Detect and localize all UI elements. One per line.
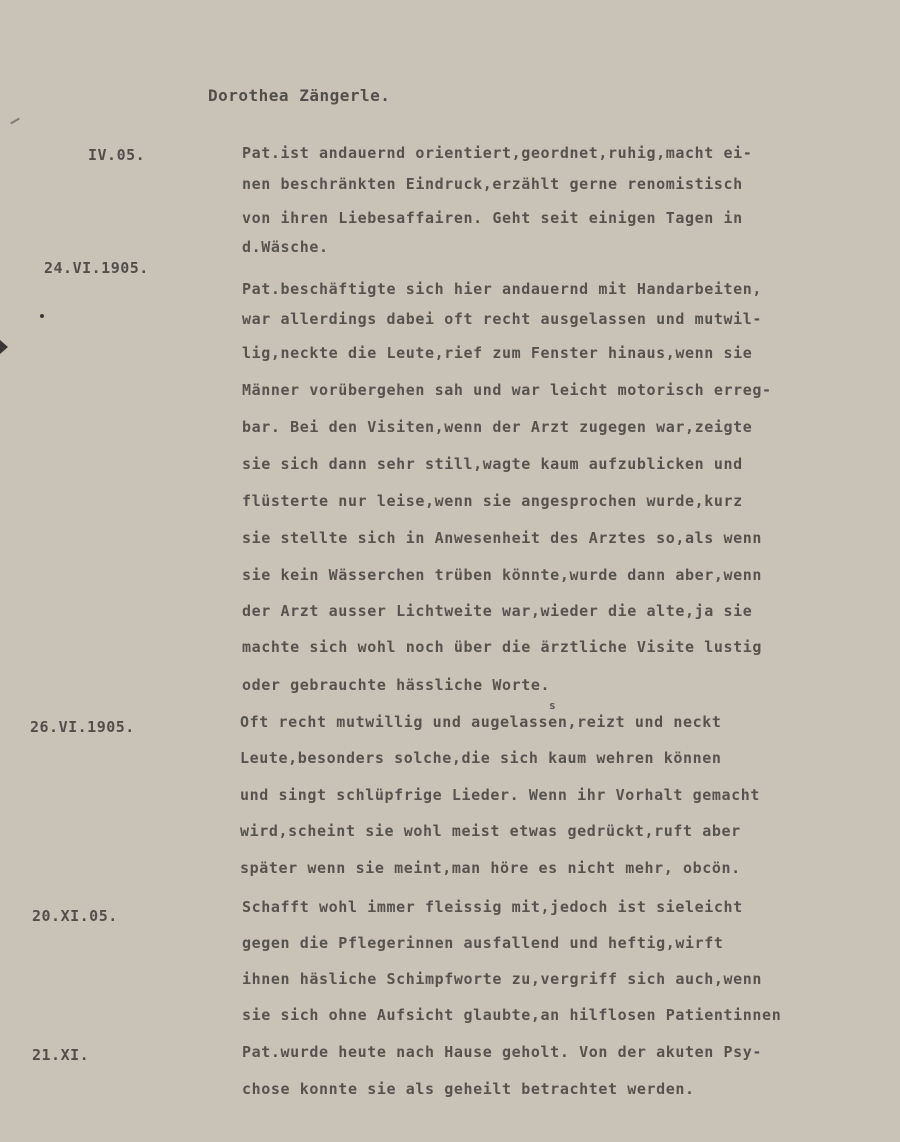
entry-line: gegen die Pflegerinnen ausfallend und heftig,wirft [242, 934, 724, 952]
entry-line: später wenn sie meint,man höre es nicht mehr, obcön. [240, 859, 741, 877]
entry-line: sie sich ohne Aufsicht glaubte,an hilflosen Patientinnen [242, 1006, 782, 1024]
patient-name-heading: Dorothea Zängerle. [208, 86, 391, 105]
entry-line: Männer vorübergehen sah und war leicht motorisch erreg- [242, 381, 772, 399]
entry-line: Leute,besonders solche,die sich kaum wehren können [240, 749, 722, 767]
entry-line: sie sich dann sehr still,wagte kaum aufzublicken und [242, 455, 743, 473]
entry-line: Oft recht mutwillig und augelassen,reizt und neckt [240, 713, 722, 731]
entry-line: chose konnte sie als geheilt betrachtet werden. [242, 1080, 695, 1098]
entry-date: 24.VI.1905. [44, 259, 149, 277]
entry-line: Schafft wohl immer fleissig mit,jedoch ist sieleicht [242, 898, 743, 916]
entry-line: machte sich wohl noch über die ärztliche Visite lustig [242, 638, 763, 656]
entry-line: Pat.wurde heute nach Hause geholt. Von der akuten Psy- [242, 1043, 763, 1061]
entry-line: und singt schlüpfrige Lieder. Wenn ihr Vorhalt gemacht [240, 786, 761, 804]
entry-date: 26.VI.1905. [30, 718, 135, 736]
entry-date: IV.05. [88, 146, 146, 164]
entry-line: war allerdings dabei oft recht ausgelassen und mutwil- [242, 310, 763, 328]
entry-line: sie kein Wässerchen trüben könnte,wurde dann aber,wenn [242, 566, 763, 584]
entry-line: bar. Bei den Visiten,wenn der Arzt zugegen war,zeigte [242, 418, 753, 436]
entry-line: der Arzt ausser Lichtweite war,wieder die alte,ja sie [242, 602, 753, 620]
entry-line: flüsterte nur leise,wenn sie angesprochen wurde,kurz [242, 492, 743, 510]
entry-line: Pat.beschäftigte sich hier andauernd mit Handarbeiten, [242, 280, 763, 298]
entry-line: wird,scheint sie wohl meist etwas gedrückt,ruft aber [240, 822, 741, 840]
margin-ink-stroke [10, 118, 20, 125]
entry-line: von ihren Liebesaffairen. Geht seit einigen Tagen in [242, 209, 743, 227]
entry-line: oder gebrauchte hässliche Worte. [242, 676, 551, 694]
entry-date: 21.XI. [32, 1046, 90, 1064]
entry-line: d.Wäsche. [242, 238, 329, 256]
entry-line: nen beschränkten Eindruck,erzählt gerne renomistisch [242, 175, 743, 193]
entry-line: sie stellte sich in Anwesenheit des Arztes so,als wenn [242, 529, 763, 547]
handwritten-insertion: s [549, 699, 556, 712]
margin-ink-dot [40, 314, 44, 318]
entry-line: ihnen häsliche Schimpfworte zu,vergriff sich auch,wenn [242, 970, 763, 988]
entry-date: 20.XI.05. [32, 907, 118, 925]
margin-ink-mark [0, 340, 8, 354]
entry-line: Pat.ist andauernd orientiert,geordnet,ruhig,macht ei- [242, 144, 753, 162]
entry-line: lig,neckte die Leute,rief zum Fenster hinaus,wenn sie [242, 344, 753, 362]
